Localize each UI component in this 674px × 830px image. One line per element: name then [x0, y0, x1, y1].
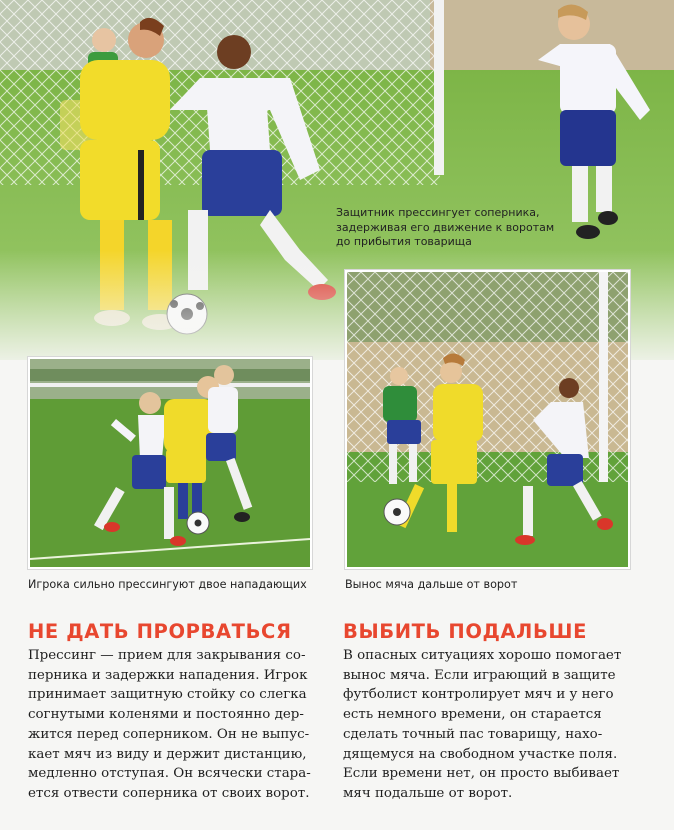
section-right-heading: ВЫБИТЬ ПОДАЛЬШЕ: [343, 620, 588, 643]
right-photo-caption: Вынос мяча дальше от ворот: [345, 578, 518, 591]
soccer-ball-icon: [187, 512, 209, 534]
section-right-body: В опасных ситуациях хорошо помогает вынос мяча. Если играющий в защите футболист контролирует мяч и у него есть немного времени, он старается сделать точный пас товарищу, нахо- дящемуся на свободном участке поля. Если времени нет, он просто выбивает мяч подальше от ворот.: [343, 648, 622, 801]
soccer-ball-icon: [384, 499, 410, 525]
right-photo: [345, 270, 630, 569]
left-photo: [28, 357, 312, 569]
left-photo-caption: Игрока сильно прессингуют двое нападающих: [28, 578, 307, 591]
section-left-heading: НЕ ДАТЬ ПРОРВАТЬСЯ: [28, 620, 292, 643]
left-photo-illustration: [30, 359, 310, 567]
hero-caption: Защитник прессингует соперника, задерживая его движение к воротам до прибытия товарища: [336, 206, 555, 248]
right-photo-illustration: [347, 272, 628, 567]
section-left-body: Прессинг — прием для закрывания со- перника и задержки нападения. Игрок принимает защитную стойку со слегка согнутыми коленями и постоянно дер- жится перед соперником. Он не выпус- кает мяч из виду и держит дистанцию, медленно отступая. Он всячески стара- ется отвести соперника от своих ворот.: [28, 648, 311, 801]
